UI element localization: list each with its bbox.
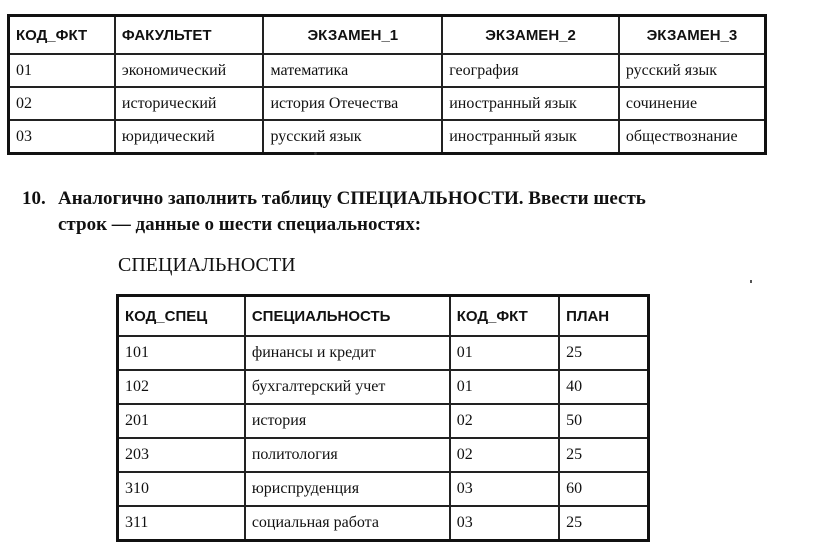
table-row: [9, 87, 766, 120]
table-row: [118, 336, 649, 370]
table-row: [118, 404, 649, 438]
table-row: [118, 438, 649, 472]
column-header: ЭКЗАМЕН_2: [442, 16, 619, 55]
table-cell: политология: [245, 438, 450, 472]
table-cell: юридический: [115, 120, 264, 154]
table-cell: 01: [450, 370, 559, 404]
table-cell: 203: [118, 438, 245, 472]
table-cell: экономический: [115, 54, 264, 87]
table-caption: СПЕЦИАЛЬНОСТИ: [118, 254, 296, 276]
table-cell: 01: [9, 54, 115, 87]
table-row: [9, 120, 766, 154]
table-cell: 40: [559, 370, 648, 404]
table-cell: русский язык: [619, 54, 766, 87]
task-line-2: строк — данные о шести специальностях:: [58, 214, 422, 235]
speck: [750, 280, 752, 283]
task-number: 10.: [22, 188, 46, 209]
table-cell: иностранный язык: [442, 87, 619, 120]
table-cell: 101: [118, 336, 245, 370]
table-cell: 25: [559, 506, 648, 541]
column-header: ЭКЗАМЕН_1: [263, 16, 442, 55]
table-cell: 25: [559, 438, 648, 472]
table-cell: социальная работа: [245, 506, 450, 541]
column-header: КОД_ФКТ: [450, 296, 559, 337]
specialties-table: [116, 294, 650, 542]
table-row: [118, 472, 649, 506]
table-cell: 01: [450, 336, 559, 370]
table-cell: математика: [263, 54, 442, 87]
column-header: КОД_СПЕЦ: [118, 296, 245, 337]
table-cell: финансы и кредит: [245, 336, 450, 370]
table-cell: 03: [450, 506, 559, 541]
table-cell: юриспруденция: [245, 472, 450, 506]
table-cell: 25: [559, 336, 648, 370]
column-header: ФАКУЛЬТЕТ: [115, 16, 264, 55]
table-cell: сочинение: [619, 87, 766, 120]
column-header: ПЛАН: [559, 296, 648, 337]
table-cell: история: [245, 404, 450, 438]
column-header: ЭКЗАМЕН_3: [619, 16, 766, 55]
table-cell: география: [442, 54, 619, 87]
table-row: [9, 54, 766, 87]
table-cell: история Отечества: [263, 87, 442, 120]
table-cell: бухгалтерский учет: [245, 370, 450, 404]
column-header: СПЕЦИАЛЬНОСТЬ: [245, 296, 450, 337]
table-cell: 102: [118, 370, 245, 404]
table-cell: 02: [450, 438, 559, 472]
speck: [314, 152, 317, 155]
column-header: КОД_ФКТ: [9, 16, 115, 55]
table-cell: иностранный язык: [442, 120, 619, 154]
table-cell: 03: [9, 120, 115, 154]
task-text: [22, 186, 782, 238]
table-cell: 60: [559, 472, 648, 506]
faculty-table-header-row: [9, 16, 766, 55]
table-cell: 02: [450, 404, 559, 438]
table-cell: 50: [559, 404, 648, 438]
specialties-table-header-row: [118, 296, 649, 337]
table-cell: 310: [118, 472, 245, 506]
table-cell: исторический: [115, 87, 264, 120]
table-cell: 03: [450, 472, 559, 506]
table-cell: русский язык: [263, 120, 442, 154]
table-cell: обществознание: [619, 120, 766, 154]
table-cell: 02: [9, 87, 115, 120]
table-cell: 311: [118, 506, 245, 541]
faculty-table: [7, 14, 767, 155]
task-line-1: Аналогично заполнить таблицу СПЕЦИАЛЬНОСТИ. Ввести шесть: [58, 188, 646, 209]
table-cell: 201: [118, 404, 245, 438]
table-row: [118, 370, 649, 404]
table-row: [118, 506, 649, 541]
